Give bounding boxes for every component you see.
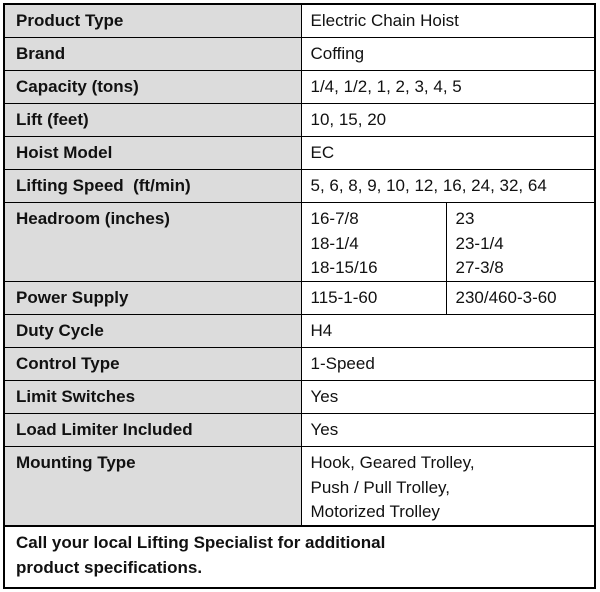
row-value-limit-switches: Yes xyxy=(301,381,594,414)
row-value-headroom-right xyxy=(446,203,594,282)
row-label-capacity: Capacity (tons) xyxy=(5,71,301,104)
footer-note-line: product specifications. xyxy=(16,557,203,577)
row-value-hoist-model: EC xyxy=(301,137,594,170)
table-row xyxy=(5,282,594,315)
row-value-product-type: Electric Chain Hoist xyxy=(301,5,594,38)
row-value-mounting-type xyxy=(301,447,594,527)
row-label-load-limiter: Load Limiter Included xyxy=(5,414,301,447)
table-row xyxy=(5,104,594,137)
table-row xyxy=(5,5,594,38)
row-label-mounting-type: Mounting Type xyxy=(5,447,301,527)
table-row xyxy=(5,381,594,414)
headroom-right-line: 23 xyxy=(455,209,475,228)
row-label-lifting-speed: Lifting Speed (ft/min) xyxy=(5,170,301,203)
headroom-left-line: 16-7/8 xyxy=(310,209,359,228)
row-label-hoist-model: Hoist Model xyxy=(5,137,301,170)
row-value-power-supply-left: 115-1-60 xyxy=(301,282,446,315)
row-value-power-supply-right: 230/460-3-60 xyxy=(446,282,594,315)
headroom-right-line: 27-3/8 xyxy=(455,258,504,277)
row-value-lifting-speed: 5, 6, 8, 9, 10, 12, 16, 24, 32, 64 xyxy=(301,170,594,203)
row-label-control-type: Control Type xyxy=(5,348,301,381)
row-label-power-supply: Power Supply xyxy=(5,282,301,315)
row-value-duty-cycle: H4 xyxy=(301,315,594,348)
spec-table-frame xyxy=(3,3,596,589)
row-label-duty-cycle: Duty Cycle xyxy=(5,315,301,348)
row-label-headroom: Headroom (inches) xyxy=(5,203,301,282)
row-label-limit-switches: Limit Switches xyxy=(5,381,301,414)
table-row xyxy=(5,137,594,170)
row-value-headroom-left xyxy=(301,203,446,282)
mounting-type-line: Motorized Trolley xyxy=(310,502,440,521)
table-row xyxy=(5,348,594,381)
table-row xyxy=(5,447,594,527)
table-row xyxy=(5,38,594,71)
product-spec-table xyxy=(5,5,594,580)
table-row xyxy=(5,315,594,348)
row-label-lift: Lift (feet) xyxy=(5,104,301,137)
mounting-type-line: Push / Pull Trolley, xyxy=(310,477,451,497)
table-row xyxy=(5,203,594,282)
footer-note-line: Call your local Lifting Specialist for additional xyxy=(16,533,386,552)
row-value-brand: Coffing xyxy=(301,38,594,71)
table-row xyxy=(5,71,594,104)
headroom-left-line: 18-15/16 xyxy=(310,258,378,277)
footer-note xyxy=(5,526,594,580)
headroom-left-line: 18-1/4 xyxy=(310,233,359,253)
row-value-load-limiter: Yes xyxy=(301,414,594,447)
table-row xyxy=(5,414,594,447)
table-row xyxy=(5,170,594,203)
row-value-lift: 10, 15, 20 xyxy=(301,104,594,137)
row-label-product-type: Product Type xyxy=(5,5,301,38)
footer-row xyxy=(5,526,594,580)
row-value-control-type: 1-Speed xyxy=(301,348,594,381)
mounting-type-line: Hook, Geared Trolley, xyxy=(310,453,475,472)
headroom-right-line: 23-1/4 xyxy=(455,233,504,253)
row-value-capacity: 1/4, 1/2, 1, 2, 3, 4, 5 xyxy=(301,71,594,104)
row-label-brand: Brand xyxy=(5,38,301,71)
